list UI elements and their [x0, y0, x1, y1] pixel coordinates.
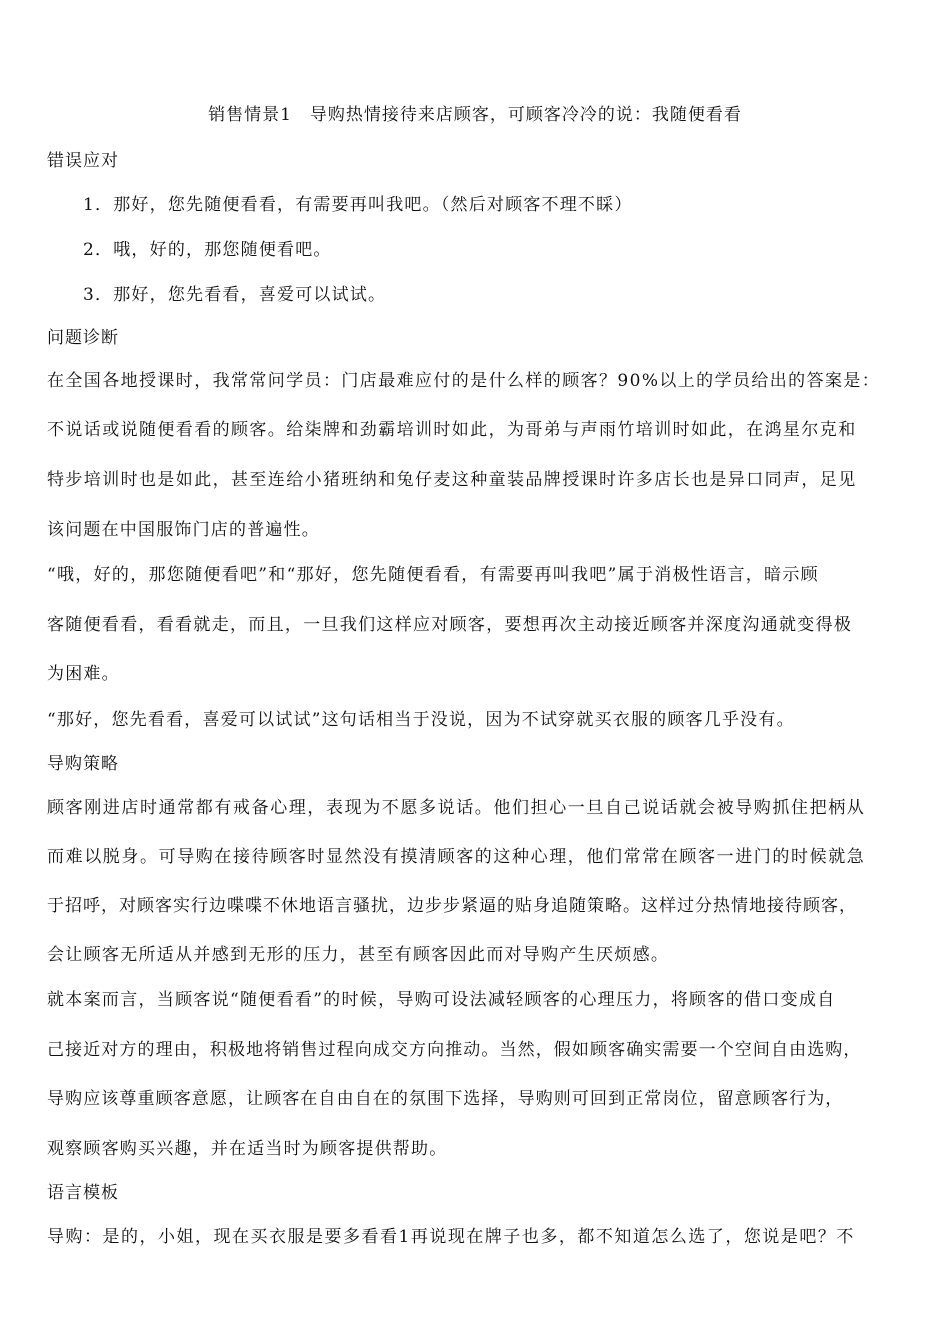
- section-heading-wrong-responses: 错误应对: [47, 151, 119, 171]
- paragraph-line: 客随便看看，看看就走，而且，一旦我们这样应对顾客，要想再次主动接近顾客并深度沟通就变得极: [47, 615, 853, 635]
- paragraph-line: “哦，好的，那您随便看吧”和“那好，您先随便看看，有需要再叫我吧”属于消极性语言，暗示顾: [47, 565, 819, 585]
- section-heading-sales-strategy: 导购策略: [47, 754, 119, 774]
- section-heading-problem-diagnosis: 问题诊断: [47, 328, 119, 348]
- paragraph-line: 顾客刚进店时通常都有戒备心理，表现为不愿多说话。他们担心一旦自己说话就会被导购抓住把柄从: [47, 798, 866, 818]
- wrong-response-item: 3．那好，您先看看，喜爱可以试试。: [83, 285, 387, 305]
- paragraph-line: 而难以脱身。可导购在接待顾客时显然没有摸清顾客的这种心理，他们常常在顾客一进门的时候就急: [47, 847, 866, 867]
- page-title: 销售情景1 导购热情接待来店顾客，可顾客冷冷的说：我随便看看: [208, 105, 742, 125]
- wrong-response-item: 1．那好，您先随便看看，有需要再叫我吧。（然后对顾客不理不睬）: [83, 195, 633, 215]
- paragraph-line: 为困难。: [47, 664, 120, 684]
- paragraph-line: 不说话或说随便看看的顾客。给柒牌和劲霸培训时如此，为哥弟与声雨竹培训时如此，在鸿星尔克和: [47, 420, 857, 440]
- paragraph-line: 导购应该尊重顾客意愿，让顾客在自由自在的氛围下选择，导购则可回到正常岗位，留意顾客行为，: [47, 1089, 844, 1109]
- paragraph-line: 己接近对方的理由，积极地将销售过程向成交方向推动。当然，假如顾客确实需要一个空间自由选购，: [47, 1040, 862, 1060]
- paragraph-line: 观察顾客购买兴趣，并在适当时为顾客提供帮助。: [47, 1139, 448, 1159]
- paragraph-line: 于招呼，对顾客实行边喋喋不休地语言骚扰，边步步紧逼的贴身追随策略。这样过分热情地接待顾客，: [47, 896, 857, 916]
- paragraph-line: 在全国各地授课时，我常常问学员：门店最难应付的是什么样的顾客？90%以上的学员给出的答案是：: [47, 371, 881, 391]
- paragraph-line: 就本案而言，当顾客说“随便看看”的时候，导购可设法减轻顾客的心理压力，将顾客的借口变成自: [47, 990, 836, 1010]
- section-heading-language-template: 语言模板: [47, 1183, 119, 1203]
- wrong-response-item: 2．哦，好的，那您随便看吧。: [83, 240, 332, 260]
- paragraph-line: “那好，您先看看，喜爱可以试试”这句话相当于没说，因为不试穿就买衣服的顾客几乎没有。: [47, 710, 795, 730]
- paragraph-line: 导购：是的，小姐，现在买衣服是要多看看1再说现在牌子也多，都不知道怎么选了，您说是吧？不: [47, 1227, 855, 1247]
- paragraph-line: 会让顾客无所适从并感到无形的压力，甚至有顾客因此而对导购产生厌烦感。: [47, 945, 670, 965]
- paragraph-line: 特步培训时也是如此，甚至连给小猪班纳和兔仔麦这种童装品牌授课时许多店长也是异口同声，足见: [47, 470, 857, 490]
- paragraph-line: 该问题在中国服饰门店的普遍性。: [47, 520, 320, 540]
